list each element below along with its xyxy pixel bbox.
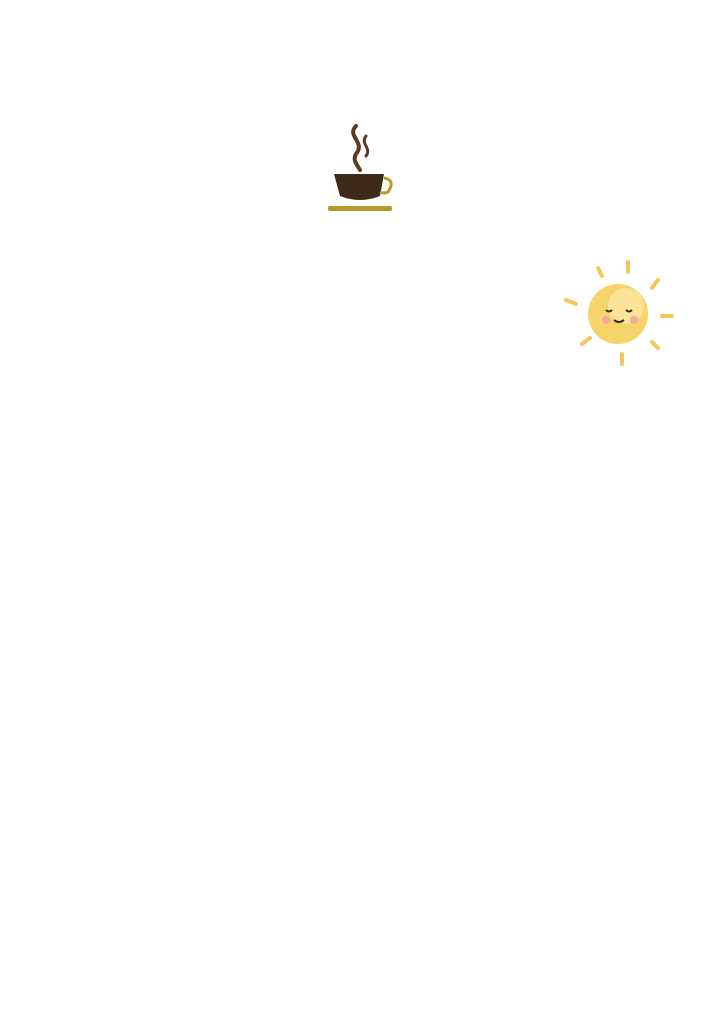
- menu-item-kornspitz: [104, 456, 109, 491]
- smiling-sun-icon: [560, 260, 682, 370]
- leaf-garland-bottom: [0, 860, 721, 1024]
- menu-item-portion-lachs: [104, 639, 109, 674]
- coffee-cup-icon: [322, 122, 398, 216]
- menu-item-portion-butter: [104, 751, 114, 786]
- menu-item-handsemmel: [104, 392, 109, 427]
- menu-item-portion-aufstrich: [104, 828, 109, 863]
- menu-item-croissant: [104, 492, 118, 527]
- cafe-logo: [322, 122, 398, 216]
- menu-item-fruehstuecks-kipferl: [104, 530, 109, 565]
- menu-item-portion-kaese: [104, 715, 114, 750]
